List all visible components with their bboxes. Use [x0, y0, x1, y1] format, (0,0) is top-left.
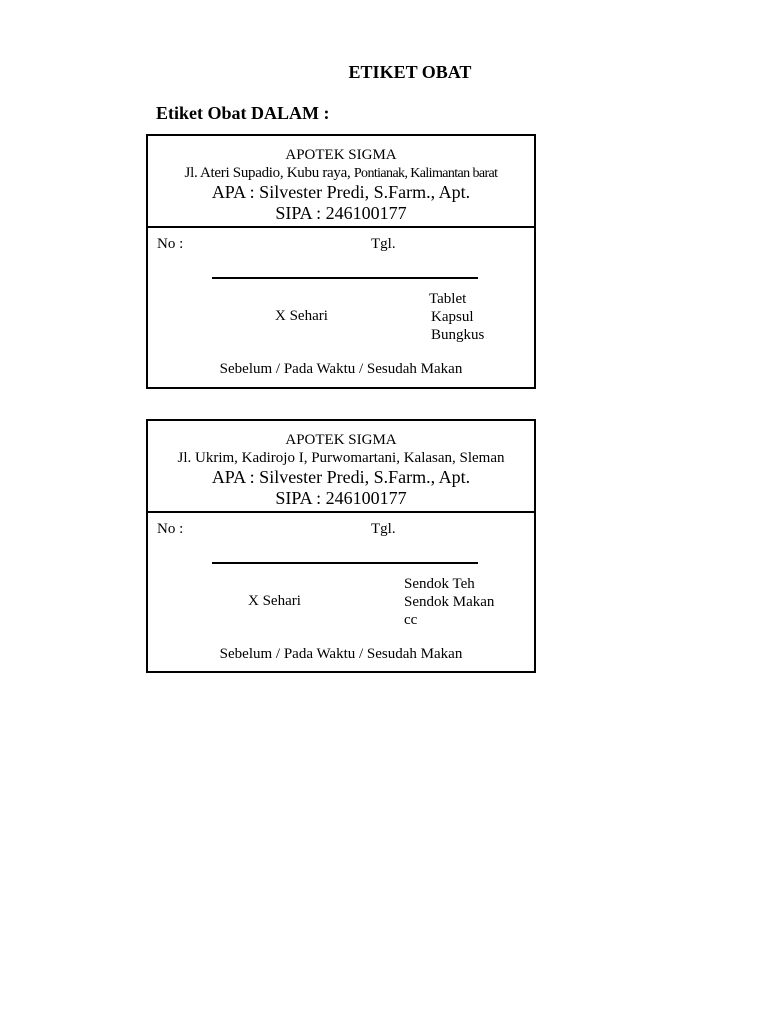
number-field-label: No :	[157, 521, 184, 537]
document-title: ETIKET OBAT	[348, 62, 472, 82]
label-header	[148, 136, 534, 228]
patient-name-line	[212, 277, 478, 279]
medicine-label-2	[146, 419, 536, 673]
dosage-units	[404, 575, 494, 629]
meal-timing-note: Sebelum / Pada Waktu / Sesudah Makan	[219, 646, 463, 662]
meal-timing-note: Sebelum / Pada Waktu / Sesudah Makan	[219, 361, 463, 377]
pharmacy-address: Jl. Ukrim, Kadirojo I, Purwomartani, Kalasan, Sleman	[177, 450, 505, 466]
pharmacy-name: APOTEK SIGMA	[285, 432, 397, 448]
pharmacy-address-city: Pontianak, Kalimantan barat	[353, 166, 498, 181]
dose-frequency-label: X Sehari	[248, 593, 301, 609]
date-field-label: Tgl.	[371, 236, 396, 252]
pharmacist-license: SIPA : 246100177	[275, 203, 407, 223]
unit-cc: cc	[404, 612, 418, 628]
unit-tablespoon: Sendok Makan	[404, 594, 495, 610]
dosage-units	[429, 290, 484, 344]
pharmacist-name: APA : Silvester Predi, S.Farm., Apt.	[211, 182, 471, 202]
date-field-label: Tgl.	[371, 521, 396, 537]
number-field-label: No :	[157, 236, 184, 252]
medicine-label-1	[146, 134, 536, 389]
pharmacist-license: SIPA : 246100177	[275, 488, 407, 508]
patient-name-line	[212, 562, 478, 564]
dose-frequency-label: X Sehari	[275, 308, 328, 324]
label-header	[148, 421, 534, 513]
pharmacy-name: APOTEK SIGMA	[285, 147, 397, 163]
section-title: Etiket Obat DALAM :	[156, 103, 330, 123]
unit-packet: Bungkus	[431, 327, 485, 343]
unit-teaspoon: Sendok Teh	[404, 576, 475, 592]
pharmacy-address-street: Jl. Ateri Supadio, Kubu raya,	[184, 165, 354, 181]
pharmacist-name: APA : Silvester Predi, S.Farm., Apt.	[211, 467, 471, 487]
unit-tablet: Tablet	[429, 291, 467, 307]
unit-capsule: Kapsul	[431, 309, 474, 325]
